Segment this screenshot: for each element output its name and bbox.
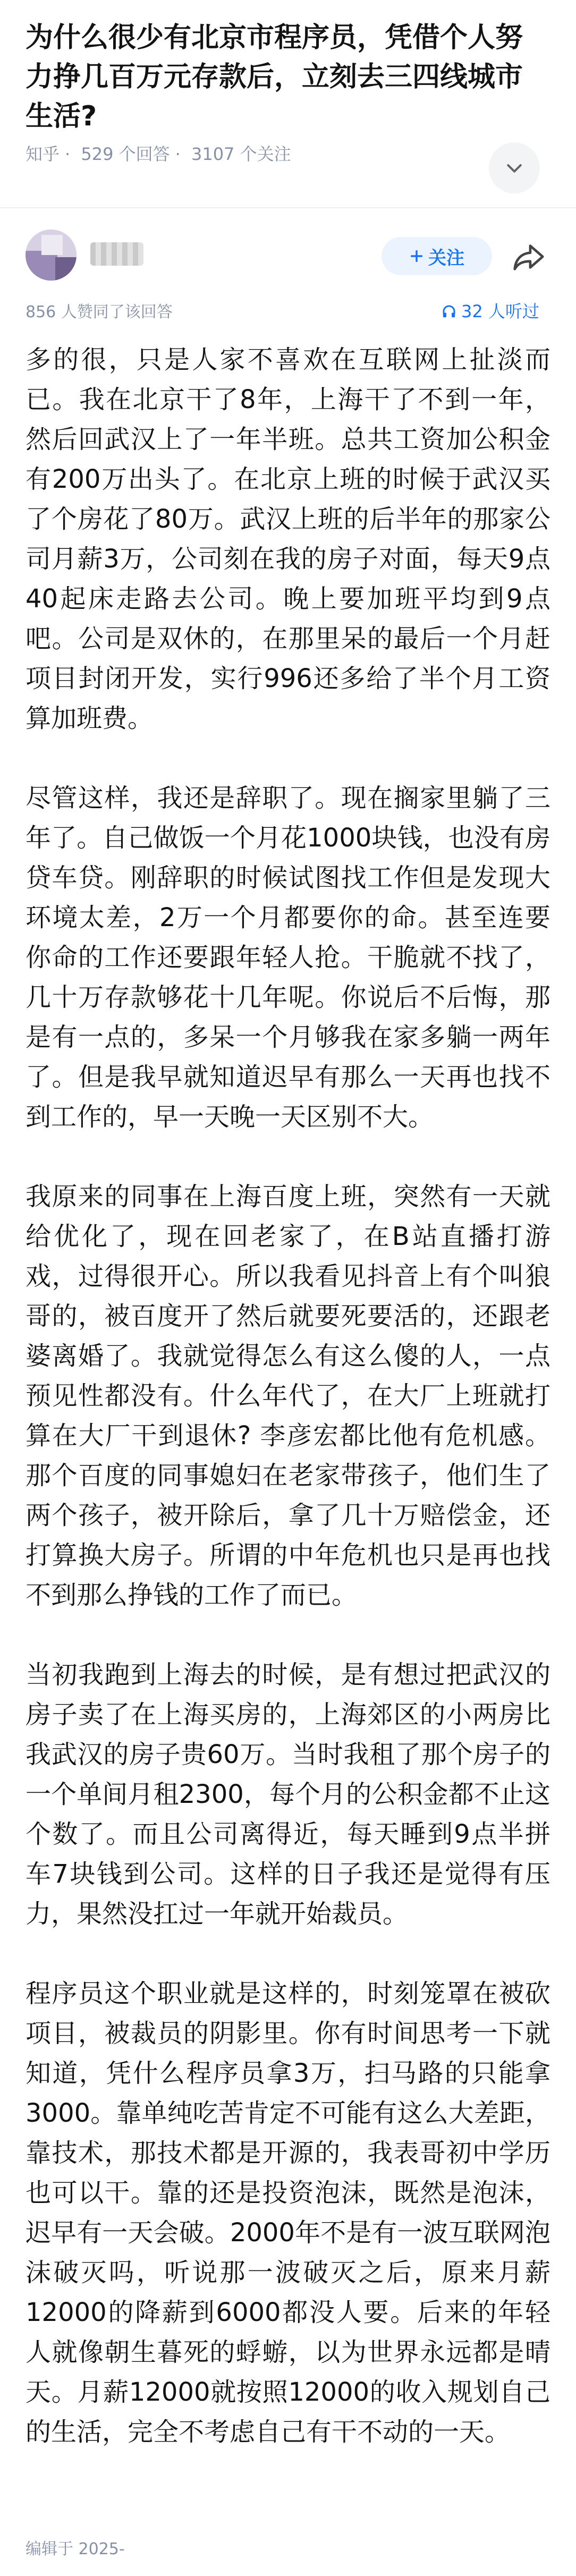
answer-paragraph: 我原来的同事在上海百度上班，突然有一天就给优化了，现在回老家了，在B站直播打游戏，过得很开心。所以我看见抖音上有个叫狼哥的，被百度开了然后就要死要活的，还跟老婆离婚了。我就觉得怎么有这么傻的人，一点预见性都没有。什么年代了，在大厂上班就打算在大厂干到退休? 李彦宏都比他有危机感。那个百度的同事媳妇在老家带孩子，他们生了两个孩子，被开除后，拿了几十万赔偿金，还打算换大房子。所谓的中年危机也只是再也找不到那么挣钱的工作了而已。 [26,1182,550,1610]
author-name-blurred[interactable] [90,242,143,266]
share-button[interactable] [510,238,547,275]
listen-label: 32 人听过 [461,301,539,321]
answer-count[interactable]: 529 个回答 [81,144,170,164]
expand-question-button[interactable] [489,142,540,193]
follow-button[interactable] [382,237,492,275]
site-name: 知乎 [26,144,60,164]
question-title[interactable]: 为什么很少有北京市程序员，凭借个人努力挣几百万元存款后，立刻去三四线城市生活? [26,22,523,132]
plus-icon [409,249,424,264]
answer-paragraph: 多的很，只是人家不喜欢在互联网上扯淡而已。我在北京干了8年，上海干了不到一年，然后回武汉上了一年半班。总共工资加公积金有200万出头了。在北京上班的时候于武汉买了个房花了80万。武汉上班的后半年的那家公司月薪3万，公司刻在我的房子对面，每天9点40起床走路去公司。晚上要加班平均到9点吧。公司是双休的，在那里呆的最后一个月赶项目封闭开发，实行996还多给了半个月工资算加班费。 [26,345,550,733]
meta-separator: · [65,144,71,164]
edit-timestamp: 编辑于 2025- [26,2540,125,2558]
avatar-image [26,230,77,281]
listen-button[interactable] [441,301,539,322]
follower-count: 3107 个关注 [191,144,291,164]
chevron-down-icon [504,157,525,179]
meta-separator: · [175,144,181,164]
upvote-stats: 856 人赞同了该回答 [26,303,173,321]
question-meta [26,143,297,165]
share-arrow-icon [510,238,547,275]
answer-paragraph: 程序员这个职业就是这样的，时刻笼罩在被砍项目，被裁员的阴影里。你有时间思考一下就知道，凭什么程序员拿3万，扫马路的只能拿3000。靠单纯吃苦肯定不可能有这么大差距，靠技术，那技术都是开源的，我表哥初中学历也可以干。靠的还是投资泡沫，既然是泡沫，迟早有一天会破。2000年不是有一波互联网泡沫破灭吗，听说那一波破灭之后，原来月薪12000的降薪到6000都没人要。后来的年轻人就像朝生暮死的蜉蝣，以为世界永远都是晴天。月薪12000就按照12000的收入规划自己的生活，完全不考虑自己有干不动的一天。 [26,1979,550,2447]
avatar[interactable] [26,230,77,281]
answer-paragraph: 尽管这样，我还是辞职了。现在搁家里躺了三年了。自己做饭一个月花1000块钱，也没有房贷车贷。刚辞职的时候试图找工作但是发现大环境太差，2万一个月都要你的命。甚至连要你命的工作还要跟年轻人抢。干脆就不找了，几十万存款够花十几年呢。你说后不后悔，那是有一点的，多呆一个月够我在家多躺一两年了。但是我早就知道迟早有那么一天再也找不到工作的，早一天晚一天区别不大。 [26,783,550,1132]
answer-body [26,340,550,2492]
follow-label: 关注 [428,248,464,268]
headphones-icon [441,303,457,319]
header-divider [0,207,576,208]
answer-paragraph: 当初我跑到上海去的时候，是有想过把武汉的房子卖了在上海买房的，上海郊区的小两房比我武汉的房子贵60万。当时我租了那个房子的一个单间月租2300，每个月的公积金都不止这个数了。而且公司离得近，每天睡到9点半拼车7块钱到公司。这样的日子我还是觉得有压力，果然没扛过一年就开始裁员。 [26,1660,550,1929]
